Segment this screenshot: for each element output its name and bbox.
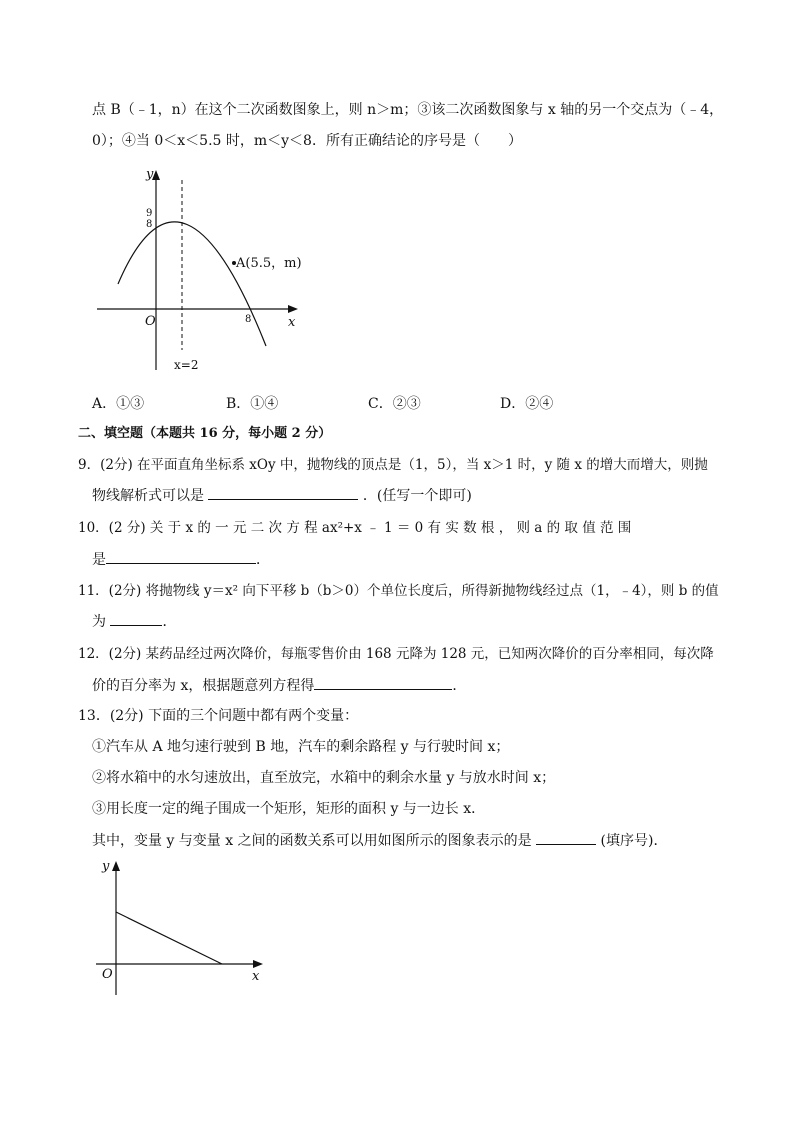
decreasing-line — [116, 912, 222, 964]
q12-line2: 价的百分率为 x，根据题意列方程得 ． — [92, 675, 466, 696]
point-a-label: A(5.5，m) — [236, 256, 302, 271]
symmetry-line-label: x=2 — [174, 358, 199, 372]
choice-b[interactable]: B．①④ — [226, 396, 279, 412]
q10-answer-blank[interactable] — [106, 549, 256, 564]
q13-answer-blank[interactable] — [536, 830, 596, 845]
origin-label: O — [145, 314, 156, 329]
section-heading: 二、填空题（本题共 16 分，每小题 2 分） — [78, 426, 332, 441]
q9-line2: 物线解析式可以是 ．(任写一个即可) — [92, 485, 472, 506]
linear-graph — [92, 855, 272, 1000]
q10-line1: 10．(2 分) 关 于 x 的 一 元 二 次 方 程 ax²+x ﹣ 1 ＝ 0 有 实 数 根 ， 则 a 的 取 值 范 围 — [78, 520, 632, 536]
x-axis-label: x — [252, 969, 260, 984]
q13-item2: ②将水箱中的水匀速放出，直至放完，水箱中的剩余水量 y 与放水时间 x； — [92, 770, 556, 786]
q13-item1: ①汽车从 A 地匀速行驶到 B 地，汽车的剩余路程 y 与行驶时间 x； — [92, 739, 510, 755]
q12-answer-blank[interactable] — [314, 675, 452, 690]
tick-9-label: 9 — [146, 208, 153, 219]
q11-line1: 11．(2分) 将抛物线 y＝x² 向下平移 b（b＞0）个单位长度后，所得新抛物线经过点（1，﹣4），则 b 的值 — [78, 583, 719, 599]
parabola-curve — [118, 222, 266, 346]
choice-c[interactable]: C．②③ — [368, 396, 421, 412]
q11-line2: 为 ． — [92, 611, 176, 632]
q13-question: 其中，变量 y 与变量 x 之间的函数关系可以用如图所示的图象表示的是 (填序号)． — [92, 830, 667, 851]
x-axis-arrow-icon — [253, 960, 263, 968]
q8-line1: 点 B（﹣1，n）在这个二次函数图象上，则 n＞m；③该二次函数图象与 x 轴的另一个交点为（﹣4， — [92, 102, 724, 118]
q9-line1: 9．(2分) 在平面直角坐标系 xOy 中，抛物线的顶点是（1，5），当 x＞1 时，y 随 x 的增大而增大，则抛 — [78, 457, 708, 473]
q13-line1: 13．(2分) 下面的三个问题中都有两个变量： — [78, 708, 359, 724]
tick-8-x-label: 8 — [245, 314, 252, 325]
tick-8-y-label: 8 — [146, 219, 153, 230]
q9-answer-blank[interactable] — [208, 485, 358, 500]
q10-line2: 是 ． — [92, 549, 270, 570]
y-axis-label: y — [146, 167, 154, 182]
y-axis-label: y — [102, 859, 110, 874]
origin-label: O — [102, 967, 113, 982]
q12-line1: 12．(2分) 某药品经过两次降价，每瓶零售价由 168 元降为 128 元，已知两次降价的百分率相同，每次降 — [78, 646, 714, 662]
choice-d[interactable]: D．②④ — [500, 396, 554, 412]
y-axis-arrow-icon — [112, 861, 120, 871]
q11-answer-blank[interactable] — [110, 611, 162, 626]
x-axis-arrow-icon — [288, 305, 298, 313]
parabola-graph — [90, 160, 310, 375]
choice-a[interactable]: A．①③ — [92, 396, 145, 412]
x-axis-label: x — [288, 315, 296, 330]
q8-line2: 0）；④当 0＜x＜5.5 时，m＜y＜8．所有正确结论的序号是（ ） — [92, 133, 522, 149]
q13-item3: ③用长度一定的绳子围成一个矩形，矩形的面积 y 与一边长 x． — [92, 801, 486, 817]
